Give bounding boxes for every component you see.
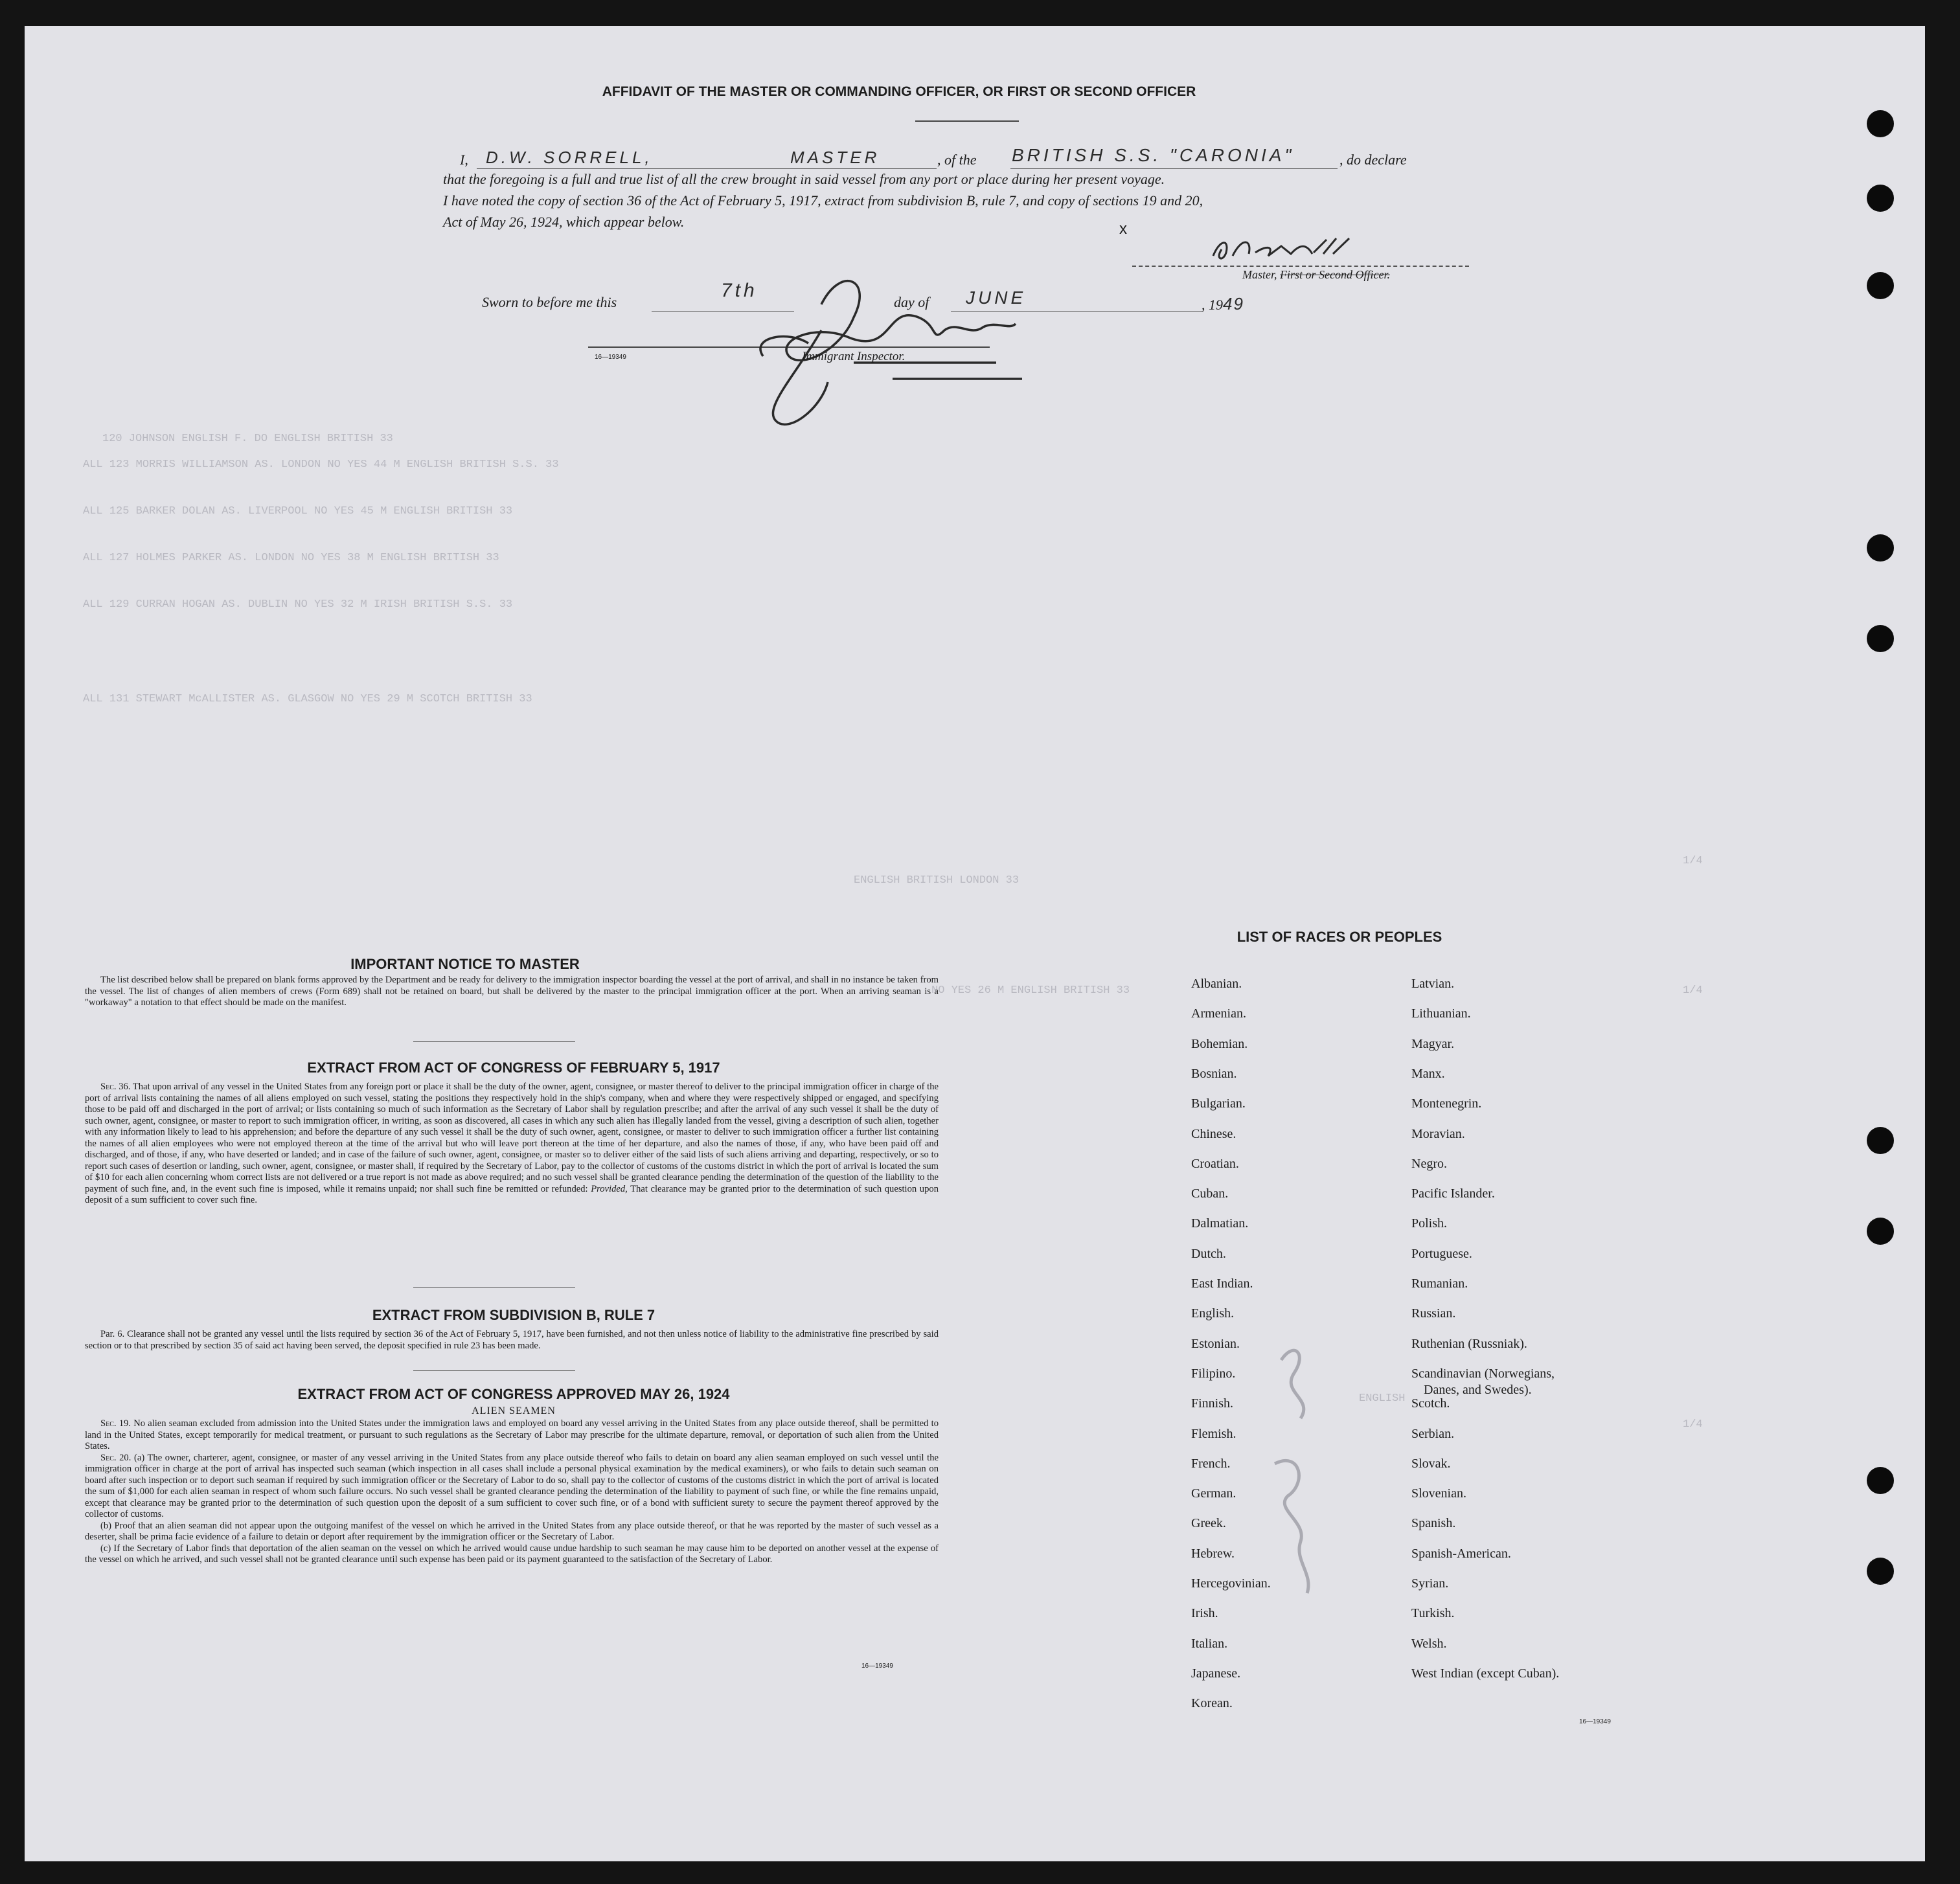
race-item: Irish. — [1191, 1606, 1218, 1621]
inspector-label: Immigrant Inspector. — [802, 350, 906, 363]
officer-label-struck: First or Second Officer. — [1280, 268, 1390, 281]
document-page: 120 JOHNSON ENGLISH F. DO ENGLISH BRITISH 33 ALL 123 MORRIS WILLIAMSON AS. LONDON NO YES 44 M ENGLISH BRITISH S.S. 33 ALL 125 BARKER DOLAN AS. LIVERPOOL NO YES 45 M ENGLISH BRITISH 33 ALL 127 HOLMES PARKER AS. LONDON NO YES 38 M ENGLISH BRITISH 33 ALL 129 CURRAN HOGAN AS. DUBLIN NO YES 32 M IRISH BRITISH S.S. 33 ALL 131 STEWART McALLISTER AS. GLASGOW NO YES 29 M SCOTCH BRITISH 33 ENGLISH BRITISH LONDON 33 NO YES 26 M ENGLISH BRITISH 33 1/4 1/4 1/4 ENGLISH AFFIDAVIT OF THE MASTER OR COMMANDING OFFICER, OR FIRST OR SECOND OFFICER I, D.W. SORRELL, MASTER , of the BRITISH S.S. "CARONIA" , do declare that the foregoing is a full and true list of all the crew brought in said vessel from any port or place during her present voyage. I have noted the copy of section 36 of the Act of February 5, 1917, extract from subdivision B, rule 7, and copy of sections 19 and 20, Act of May 26, 1924, which appear below. x Master, First or Second Officer. Sworn to before me this 7th day of JUNE , 1949 16—19349 Immigrant Inspector. IMPORTANT NOTICE TO MASTER The list described below shall be prepared on blank forms approved by the Department and be ready for delivery to the immigration inspector boarding the vessel at the port of arrival, and shall in no instance be taken from the vessel. The list of changes of alien members of crews (Form 689) shall not be retained on board, but shall be delivered by the master to the principal immigration officer at the port. When an arriving seaman is a "workaway" a notation to that effect should be made on the manifest. EXTRACT FROM ACT OF CONGRESS OF FEBRUARY 5, 1917 Sec. 36. That upon arrival of any vessel in the United States from any foreign port or place it shall be the duty of the owner, agent, consignee, or master thereof to deliver to the principal immigration officer in charge of the port of arrival lists containing the names of all aliens employed on such vessel, stating the positions they respectively hold in the ship's company, when and where they were respectively shipped or engaged, and specifying those to be paid off and discharged in the port of arrival; or lists containing so much of such information as the Secretary of Labor shall by regulation prescribe; and after the arrival of any such vessel it shall be the duty of such owner, agent, consignee, or master to report to such immigration officer, in writing, as soon as discovered, all cases in which any such alien has illegally landed from the vessel, giving a description of such alien, together with any information likely to lead to his apprehension; and before the departure of any such vessel it shall be the duty of such owner, agent, consignee, or master to deliver to such immigration officer a further list containing the names of all alien employees who were not employed thereon at the time of the arrival but who will leave port thereon at the time of her departure, and also the names of those, if any, who have been paid off and discharged, and of those, if any, who have deserted or landed; and in case of the failure of such owner, agent, consignee, or master so to deliver either of the said lists of such aliens arriving and departing, respectively, or so to report such cases of desertion or landing, such owner, agent, consignee, or master shall, if required by the Secretary of Labor, pay to the collector of customs of the customs district in which the port of arrival is located the sum of $10 for each alien concerning whom correct lists are not delivered or a true report is not made as above required; and no such vessel shall be granted clearance pending the determination of the question of the liability to the payment of such fine, and, in the event such fine is imposed, while it remains unpaid; nor shall such fine be remitted or refunded: Provided, That clearance may be granted prior to the determination of such question upon deposit of a sum sufficient to cover such fine. EXTRACT FROM SUBDIVISION B, RULE 7 Par. 6. Clearance shall not be granted any vessel until the lists required by section 36 of the Act of February 5, 1917, have been furnished, and not then unless notice of liability to the administrative fine prescribed by said section or to that prescribed by section 35 of said act having been served, the deposit specified in rule 23 has been made. EXTRACT FROM ACT OF CONGRESS APPROVED MAY 26, 1924 ALIEN SEAMEN Sec. 19. No alien seaman excluded from admission into the United States under the immigration laws and employed on board any vessel arriving in the United States from any place outside thereof, shall be permitted to land in the United States, except temporarily for medical treatment, or pursuant to such regulations as the Secretary of Labor may prescribe for the ultimate departure, removal, or deportation of such alien from the United States. Sec. 20. (a) The owner, charterer, agent, consignee, or master of any vessel arriving in the United States from any place outside thereof who fails to detain on board any alien seaman employed on such vessel until the immigration officer in charge at the port of arrival has inspected such seaman (which inspection in all cases shall include a personal physical examination by the medical examiners), or who fails to detain such seaman on board after such inspection or to deport such seaman if required by such immigration officer or the Secretary of Labor to do so, shall pay to the collector of customs of the customs district in which the port of arrival is located the sum of $1,000 for each alien seaman in respect of whom such failure occurs. No such vessel shall be granted clearance pending the determination of the liability to payment of such fine, or while the fine remains unpaid, except that clearance may be granted prior to the determination of such question upon the deposit of a sum sufficient to cover such fine, or of a bond with sufficient surety to secure the payment thereof approved by the collector of customs. (b) Proof that an alien seaman did not appear upon the outgoing manifest of the vessel on which he arrived in the United States from any place outside thereof, or that he was reported by the master of such vessel as a deserter, shall be prima facie evidence of a failure to detain or deport after requirement by the immigration officer or the Secretary of Labor. (c) If the Secretary of Labor finds that deportation of the alien seaman on the vessel on which he arrived would cause undue hardship to such seaman he may cause him to be deported on another vessel at the expense of the vessel on which he arrived, and such vessel shall not be granted clearance until such expense has been paid or its payment guaranteed to the satisfaction of the Secretary of Labor. 16—19349 LIST OF RACES OR PEOPLES Albanian. Armenian. Bohemian. Bosnian. Bulgarian. Chinese. Croatian. Cuban. Dalmatian. Dutch. East Indian. English. Estonian. Filipino. Finnish. Flemish. French. German. Greek. Hebrew. Hercegovinian. Irish. Italian. Japanese. Korean. Latvian. Lithuanian. Magyar. Manx. Montenegrin. Moravian. Negro. Pacific Islander. Polish. Portuguese. Rumanian. Russian. Ruthenian (Russniak). Scandinavian (Norwegians, Danes, and Swedes). Scotch. Serbian. Slovak. Slovenian. Spanish. Spanish-American. Syrian. Turkish. Welsh. West Indian (except Cuban). 16—19349 — [25, 26, 1925, 1861]
race-item: Slovak. — [1411, 1456, 1451, 1471]
race-item: Magyar. — [1411, 1036, 1455, 1051]
section-rule — [413, 1041, 575, 1042]
race-item: Portuguese. — [1411, 1246, 1472, 1261]
sec-19-text: No alien seaman excluded from admission into the United States under the immigration laws and employed on board any vessel arriving in the United States from any place outside thereof, shall be permitted to land in the United States, except temporarily for medical treatment, or pursuant to such regulations as the Secretary of Labor may prescribe for the ultimate departure, removal, or deportation of such alien from the United States. — [85, 1418, 939, 1451]
sworn-year — [1202, 294, 1244, 314]
race-item: Dutch. — [1191, 1246, 1226, 1261]
race-item: Manx. — [1411, 1066, 1445, 1081]
race-item: Latvian. — [1411, 977, 1455, 991]
race-item: Montenegrin. — [1411, 1096, 1482, 1111]
punch-hole — [1867, 1558, 1894, 1585]
punch-hole — [1867, 110, 1894, 137]
race-item: Rumanian. — [1411, 1277, 1468, 1291]
faint-stamp — [1255, 1334, 1346, 1619]
affidavit-line-1 — [460, 145, 1529, 171]
race-item: Welsh. — [1411, 1636, 1447, 1651]
race-item: Cuban. — [1191, 1186, 1229, 1201]
extract-rule7-title: EXTRACT FROM SUBDIVISION B, RULE 7 — [372, 1307, 655, 1323]
sec-20-label: Sec. 20. — [100, 1452, 131, 1463]
race-item: Spanish. — [1411, 1516, 1456, 1531]
race-item: Estonian. — [1191, 1336, 1240, 1351]
punch-hole — [1867, 1218, 1894, 1245]
race-item: Ruthenian (Russniak). — [1411, 1336, 1527, 1351]
race-item: Armenian. — [1191, 1006, 1246, 1021]
race-item: Bohemian. — [1191, 1036, 1248, 1051]
race-item: West Indian (except Cuban). — [1411, 1666, 1560, 1681]
inspector-form-number: 16—19349 — [595, 354, 626, 361]
master-name: D.W. SORRELL, — [486, 148, 653, 167]
vessel-name: BRITISH S.S. "CARONIA" — [1012, 145, 1295, 165]
notice-paragraph: The list described below shall be prepared on blank forms approved by the Department and be ready for delivery to the immigration inspector boarding the vessel at the port of arrival, and shall in no instance be taken from the vessel. The list of changes of alien members of crews (Form 689) shall not be retained on board, but shall be delivered by the master to the principal immigration officer at the port. When an arriving seaman is a "workaway" a notation to that effect should be made on the manifest. — [85, 975, 939, 1008]
race-item: Syrian. — [1411, 1576, 1449, 1591]
sec-36-text: That upon arrival of any vessel in the United States from any foreign port or place it shall be the duty of the owner, agent, consignee, or master thereof to deliver to the principal immigration officer in charge of the port of arrival lists containing the names of all aliens employed on such vessel, stating the positions they respectively hold in the ship's company, when and where they were respectively shipped or engaged, and specifying those to be paid off and discharged in the port of arrival; or lists containing so much of such information as the Secretary of Labor shall by regulation prescribe; and after the arrival of any such vessel it shall be the duty of such owner, agent, consignee, or master to report to such immigration officer, in writing, as soon as discovered, all cases in which any such alien has illegally landed from the vessel, giving a description of such alien, together with any information likely to lead to his apprehension; and before the departure of any such vessel it shall be the duty of such owner, agent, consignee, or master to deliver to such immigration officer a further list containing the names of all alien employees who were not employed thereon at the time of the arrival but who will leave port thereon at the time of her departure, and also the names of those, if any, who have been paid off and discharged, and of those, if any, who have deserted or landed; and in case of the failure of such owner, agent, consignee, or master so to deliver either of the said lists of such aliens arriving and departing, respectively, or so to report such cases of desertion or landing, such owner, agent, consignee, or master shall, if required by the Secretary of Labor, pay to the collector of customs of the customs district in which the port of arrival is located the sum of $10 for each alien concerning whom correct lists are not delivered or a true report is not made as above required; and no such vessel shall be granted clearance pending the determination of the question of the liability to the payment of such fine, and, in the event such fine is imposed, while it remains unpaid; nor shall such fine be remitted or refunded: — [85, 1082, 939, 1194]
race-item: Croatian. — [1191, 1156, 1239, 1171]
race-item: Japanese. — [1191, 1666, 1241, 1681]
punch-hole — [1867, 185, 1894, 212]
race-item: German. — [1191, 1486, 1236, 1501]
race-item: French. — [1191, 1456, 1231, 1471]
punch-hole — [1867, 272, 1894, 299]
punch-hole — [1867, 625, 1894, 652]
sworn-day: 7th — [721, 280, 758, 301]
race-item: Scandinavian (Norwegians, — [1411, 1366, 1555, 1381]
affidavit-line-3: I have noted the copy of section 36 of the Act of February 5, 1917, extract from subdivision B, rule 7, and copy of sections 19 and 20, — [443, 192, 1203, 209]
race-item: Slovenian. — [1411, 1486, 1466, 1501]
race-item: Albanian. — [1191, 977, 1242, 991]
race-item: Finnish. — [1191, 1396, 1234, 1411]
sec-36-text-end: That clearance may be granted prior to the determination of such question upon deposit of a sum sufficient to cover such fine. — [85, 1183, 939, 1205]
races-title: LIST OF RACES OR PEOPLES — [1236, 929, 1442, 945]
year-prefix: , 19 — [1202, 297, 1223, 313]
sec-19-label: Sec. 19. — [100, 1418, 131, 1429]
officer-signature-line — [1132, 266, 1469, 267]
punch-hole — [1867, 1127, 1894, 1154]
title-rule — [915, 120, 1019, 122]
race-item: Italian. — [1191, 1636, 1228, 1651]
extract-1917-text — [85, 1082, 939, 1207]
officer-label-master: Master, — [1242, 268, 1277, 281]
race-item: Chinese. — [1191, 1126, 1236, 1141]
race-item: Bulgarian. — [1191, 1096, 1246, 1111]
section-rule — [413, 1287, 575, 1288]
race-item: Spanish-American. — [1411, 1546, 1511, 1561]
name-line — [477, 168, 937, 169]
sworn-prefix: Sworn to before me this — [482, 294, 617, 310]
race-item: Turkish. — [1411, 1606, 1455, 1621]
race-item: Flemish. — [1191, 1426, 1236, 1441]
sworn-month: JUNE — [966, 288, 1027, 308]
provided-label: Provided, — [591, 1183, 628, 1194]
sec-20a-text: (a) The owner, charterer, agent, consignee, or master of any vessel arriving in the United States from any place outside thereof who fails to detain on board any alien seaman employed on such vessel until the immigration officer in charge at the port of arrival has inspected such seaman (which inspection in all cases shall include a personal physical examination by the medical examiners), or who fails to detain such seaman on board after such inspection or to deport such seaman if required by such immigration officer or the Secretary of Labor to do so, shall pay to the collector of customs of the customs district in which the port of arrival is located the sum of $1,000 for each alien seaman in respect of whom such failure occurs. No such vessel shall be granted clearance pending the determination of the liability to payment of such fine, or while the fine remains unpaid, except that clearance may be granted prior to the determination of such question upon the deposit of a sum sufficient to cover such fine, or of a bond with sufficient surety to secure the payment thereof approved by the collector of customs. — [85, 1452, 939, 1519]
affidavit-line-4: Act of May 26, 1924, which appear below. — [443, 214, 685, 230]
extract-1924-text — [85, 1418, 939, 1566]
affidavit-line-2: that the foregoing is a full and true list of all the crew brought in said vessel from any port or place during her present voyage. — [443, 171, 1165, 187]
of-the-label: , of the — [937, 152, 977, 168]
race-item: Danes, and Swedes). — [1424, 1382, 1532, 1397]
day-of-label: day of — [894, 294, 929, 310]
race-item: Hercegovinian. — [1191, 1576, 1271, 1591]
race-item: Hebrew. — [1191, 1546, 1235, 1561]
races-form-number: 16—19349 — [1579, 1718, 1611, 1725]
race-item: Pacific Islander. — [1411, 1186, 1495, 1201]
race-item: English. — [1191, 1306, 1235, 1321]
year-suffix: 49 — [1223, 294, 1244, 313]
extract-1917-title: EXTRACT FROM ACT OF CONGRESS OF FEBRUARY 5, 1917 — [307, 1060, 720, 1076]
notice-title: IMPORTANT NOTICE TO MASTER — [350, 956, 580, 972]
rule7-paragraph: Par. 6. Clearance shall not be granted any vessel until the lists required by section 36 of the Act of February 5, 1917, have been furnished, and not then unless notice of liability to the administrative fine prescribed by said section or to that prescribed by section 35 of said act having been served, the deposit specified in rule 23 has been made. — [85, 1329, 939, 1351]
sec-36-label: Sec. 36. — [100, 1082, 131, 1092]
affidavit-i: I, — [460, 152, 468, 168]
sec-20b-text: (b) Proof that an alien seaman did not appear upon the outgoing manifest of the vessel on which he arrived in the United States from any place outside thereof, or that he was reported by the master of such vessel as a deserter, shall be prima facie evidence of a failure to detain or deport after requirement by the immigration officer or the Secretary of Labor. — [85, 1520, 939, 1542]
do-declare-label: , do declare — [1339, 152, 1407, 168]
extract-1924-title: EXTRACT FROM ACT OF CONGRESS APPROVED MAY 26, 1924 — [297, 1386, 730, 1402]
race-item: Filipino. — [1191, 1366, 1236, 1381]
officer-label — [1242, 268, 1390, 282]
race-item: Lithuanian. — [1411, 1006, 1471, 1021]
extract-form-number: 16—19349 — [861, 1663, 893, 1670]
punch-hole — [1867, 1467, 1894, 1494]
race-item: Greek. — [1191, 1516, 1226, 1531]
affidavit-title: AFFIDAVIT OF THE MASTER OR COMMANDING OFFICER, OR FIRST OR SECOND OFFICER — [602, 84, 1196, 99]
x-mark: x — [1119, 220, 1127, 238]
alien-seamen-subtitle: ALIEN SEAMEN — [472, 1405, 556, 1416]
race-item: Negro. — [1411, 1156, 1447, 1171]
notice-text — [85, 975, 939, 1009]
race-item: Dalmatian. — [1191, 1216, 1249, 1231]
race-item: Serbian. — [1411, 1426, 1455, 1441]
race-item: East Indian. — [1191, 1277, 1253, 1291]
punch-hole — [1867, 534, 1894, 562]
race-item: Polish. — [1411, 1216, 1448, 1231]
race-item: Moravian. — [1411, 1126, 1465, 1141]
race-item: Scotch. — [1411, 1396, 1450, 1411]
section-rule — [413, 1370, 575, 1371]
race-item: Korean. — [1191, 1696, 1233, 1711]
master-rank: MASTER — [790, 148, 880, 167]
race-item: Russian. — [1411, 1306, 1456, 1321]
vessel-line — [1010, 168, 1338, 169]
sec-20c-text: (c) If the Secretary of Labor finds that deportation of the alien seaman on the vessel on which he arrived would cause undue hardship to such seaman he may cause him to be deported on another vessel at the expense of the vessel on which he arrived, and such vessel shall not be granted clearance until such expense has been paid or its payment guaranteed to the satisfaction of the Secretary of Labor. — [85, 1543, 939, 1565]
extract-rule7-text — [85, 1329, 939, 1352]
race-item: Bosnian. — [1191, 1066, 1237, 1081]
